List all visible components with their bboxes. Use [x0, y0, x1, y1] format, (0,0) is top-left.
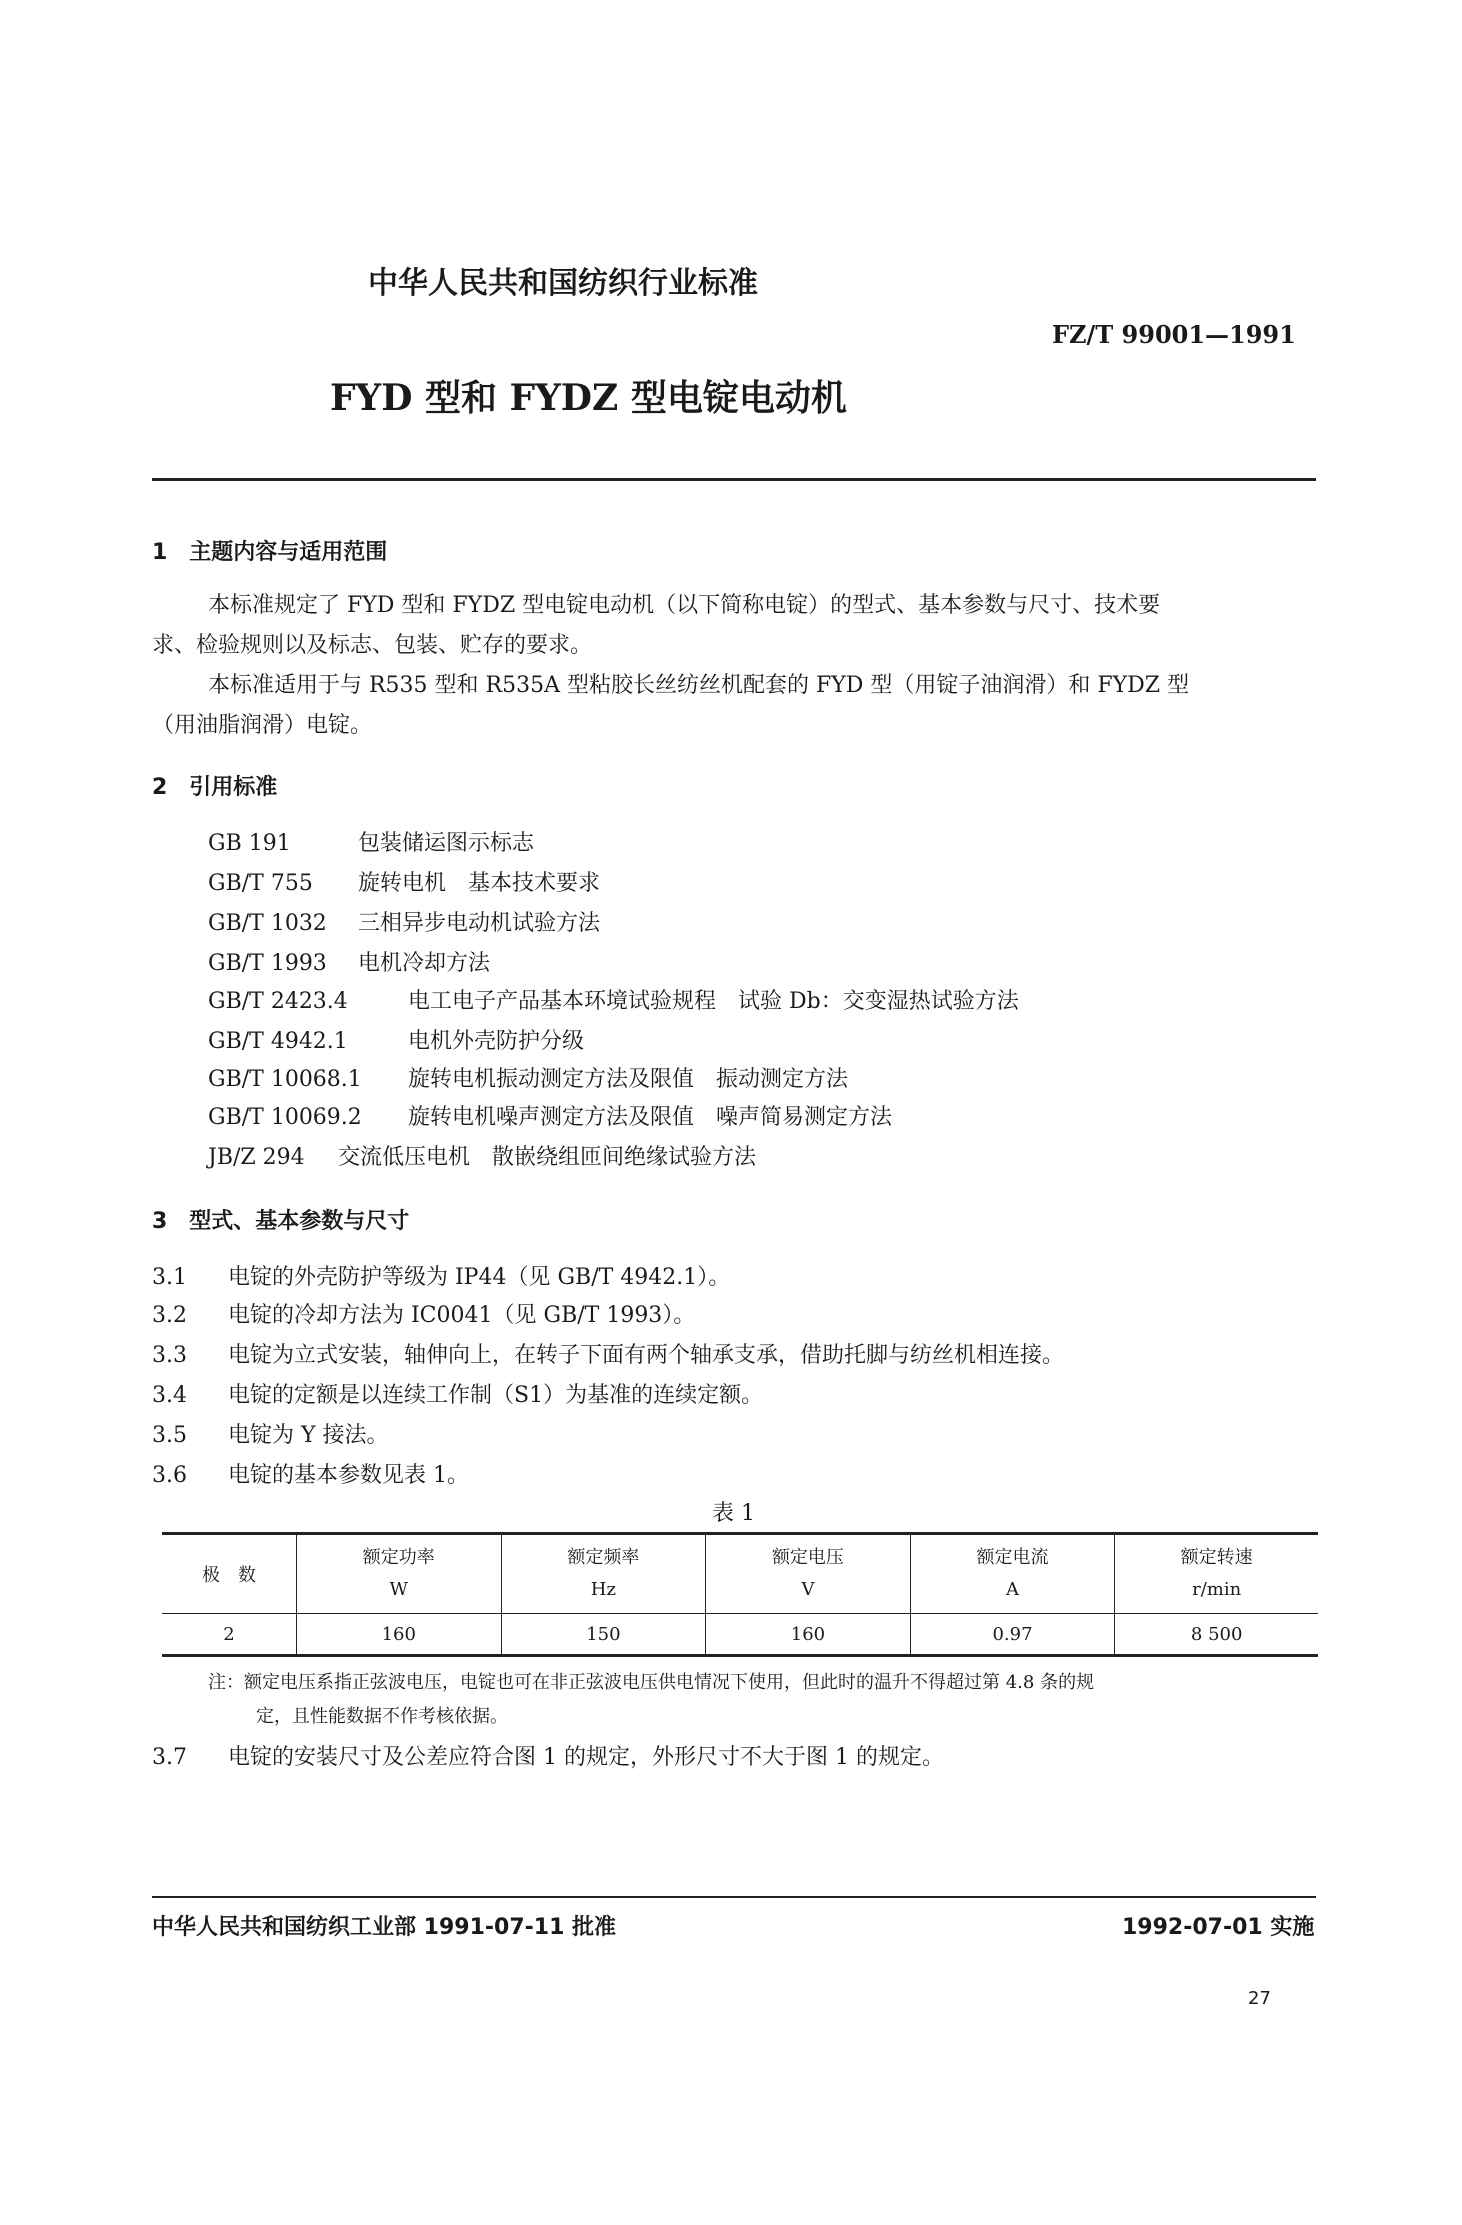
reference-title: 电工电子产品基本环境试验规程 试验 Db：交变湿热试验方法 — [408, 989, 1019, 1014]
clause-number: 3.2 — [152, 1303, 187, 1328]
reference-item — [208, 906, 600, 937]
footer-rule — [152, 1896, 1316, 1898]
reference-code: GB/T 755 — [208, 871, 313, 896]
reference-item — [208, 866, 600, 897]
clause-number: 3.4 — [152, 1383, 187, 1408]
table-header-cell: 额定电压 V — [706, 1534, 911, 1614]
clause-text: 电锭的外壳防护等级为 IP44（见 GB/T 4942.1）。 — [228, 1265, 731, 1290]
table-cell: 160 — [297, 1614, 502, 1656]
section-3-heading: 3 型式、基本参数与尺寸 — [152, 1209, 410, 1234]
table-cell: 2 — [223, 1623, 235, 1645]
approval-line: 中华人民共和国纺织工业部 1991-07-11 批准 — [152, 1915, 617, 1940]
table-header-row — [162, 1534, 1318, 1614]
clause-item — [152, 1338, 1064, 1369]
clause-text: 电锭的基本参数见表 1。 — [228, 1463, 469, 1488]
reference-item — [208, 1024, 584, 1055]
section-2-heading: 2 引用标准 — [152, 775, 278, 800]
clause-item — [152, 1260, 730, 1291]
header-rule — [152, 478, 1316, 481]
reference-item — [208, 1062, 848, 1093]
effective-date: 1992-07-01 实施 — [1122, 1915, 1315, 1940]
page-number: 27 — [1248, 1988, 1271, 2009]
reference-title: 旋转电机 基本技术要求 — [358, 871, 601, 896]
clause-text: 电锭为立式安装，轴伸向上，在转子下面有两个轴承支承，借助托脚与纺丝机相连接。 — [228, 1343, 1065, 1368]
reference-code: GB/T 10068.1 — [208, 1067, 362, 1092]
document-title: FYD 型和 FYDZ 型电锭电动机 — [330, 377, 847, 419]
table-cell: 160 — [706, 1614, 911, 1656]
clause-text: 电锭的冷却方法为 IC0041（见 GB/T 1993）。 — [228, 1303, 696, 1328]
section-1-paragraph-2-line-2: （用油脂润滑）电锭。 — [152, 713, 373, 738]
reference-item — [208, 1140, 756, 1171]
table-cell: 0.97 — [910, 1614, 1115, 1656]
clause-number: 3.1 — [152, 1265, 187, 1290]
org-title: 中华人民共和国纺织行业标准 — [368, 266, 758, 301]
table-note-line-1: 注：额定电压系指正弦波电压，电锭也可在非正弦波电压供电情况下使用，但此时的温升不得超过第 4.8 条的规 — [208, 1672, 1095, 1693]
reference-title: 三相异步电动机试验方法 — [358, 911, 601, 936]
section-1-paragraph-1-line-1: 本标准规定了 FYD 型和 FYDZ 型电锭电动机（以下简称电锭）的型式、基本参数与尺寸、技术要 — [208, 593, 1161, 618]
table-row — [162, 1614, 1318, 1656]
clause-item — [152, 1418, 389, 1449]
section-1-paragraph-1-line-2: 求、检验规则以及标志、包装、贮存的要求。 — [152, 633, 593, 658]
table-header-cell: 额定转速 r/min — [1115, 1534, 1318, 1614]
clause-item — [152, 1298, 695, 1329]
reference-item — [208, 826, 534, 857]
clause-text: 电锭的安装尺寸及公差应符合图 1 的规定，外形尺寸不大于图 1 的规定。 — [228, 1745, 944, 1770]
reference-title: 包装储运图示标志 — [358, 831, 535, 856]
section-1-paragraph-2-line-1: 本标准适用于与 R535 型和 R535A 型粘胶长丝纺丝机配套的 FYD 型（用锭子油润滑）和 FYDZ 型 — [208, 673, 1190, 698]
table-header-cell: 额定频率 Hz — [501, 1534, 706, 1614]
reference-code: GB/T 2423.4 — [208, 989, 348, 1014]
reference-title: 旋转电机噪声测定方法及限值 噪声简易测定方法 — [408, 1105, 893, 1130]
reference-code: GB/T 1032 — [208, 911, 327, 936]
clause-number: 3.5 — [152, 1423, 187, 1448]
standard-code: FZ/T 99001—1991 — [1052, 320, 1296, 349]
table-header-cell: 额定功率 W — [297, 1534, 502, 1614]
section-1-heading: 1 主题内容与适用范围 — [152, 540, 388, 565]
clause-text: 电锭为 Y 接法。 — [228, 1423, 389, 1448]
reference-code: JB/Z 294 — [208, 1145, 305, 1170]
clause-item — [152, 1378, 763, 1409]
table-header-cell: 极 数 — [162, 1534, 297, 1614]
reference-title: 电机外壳防护分级 — [408, 1029, 585, 1054]
table-cell: 8 500 — [1115, 1614, 1318, 1656]
clause-number: 3.6 — [152, 1463, 187, 1488]
table-caption: 表 1 — [712, 1501, 755, 1526]
reference-title: 电机冷却方法 — [358, 951, 491, 976]
reference-item — [208, 946, 490, 977]
reference-title: 旋转电机振动测定方法及限值 振动测定方法 — [408, 1067, 849, 1092]
clause-text: 电锭的定额是以连续工作制（S1）为基准的连续定额。 — [228, 1383, 764, 1408]
table-header-cell: 额定电流 A — [910, 1534, 1115, 1614]
table-cell: 150 — [501, 1614, 706, 1656]
reference-title: 交流低压电机 散嵌绕组匝间绝缘试验方法 — [338, 1145, 757, 1170]
reference-code: GB/T 4942.1 — [208, 1029, 348, 1054]
reference-item — [208, 984, 1019, 1015]
parameters-table — [162, 1532, 1318, 1657]
reference-code: GB 191 — [208, 831, 291, 856]
clause-number: 3.3 — [152, 1343, 187, 1368]
reference-code: GB/T 1993 — [208, 951, 327, 976]
reference-code: GB/T 10069.2 — [208, 1105, 362, 1130]
clause-item — [152, 1740, 944, 1771]
clause-number: 3.7 — [152, 1745, 187, 1770]
clause-item — [152, 1458, 469, 1489]
table-note-line-2: 定，且性能数据不作考核依据。 — [256, 1706, 508, 1727]
reference-item — [208, 1100, 892, 1131]
